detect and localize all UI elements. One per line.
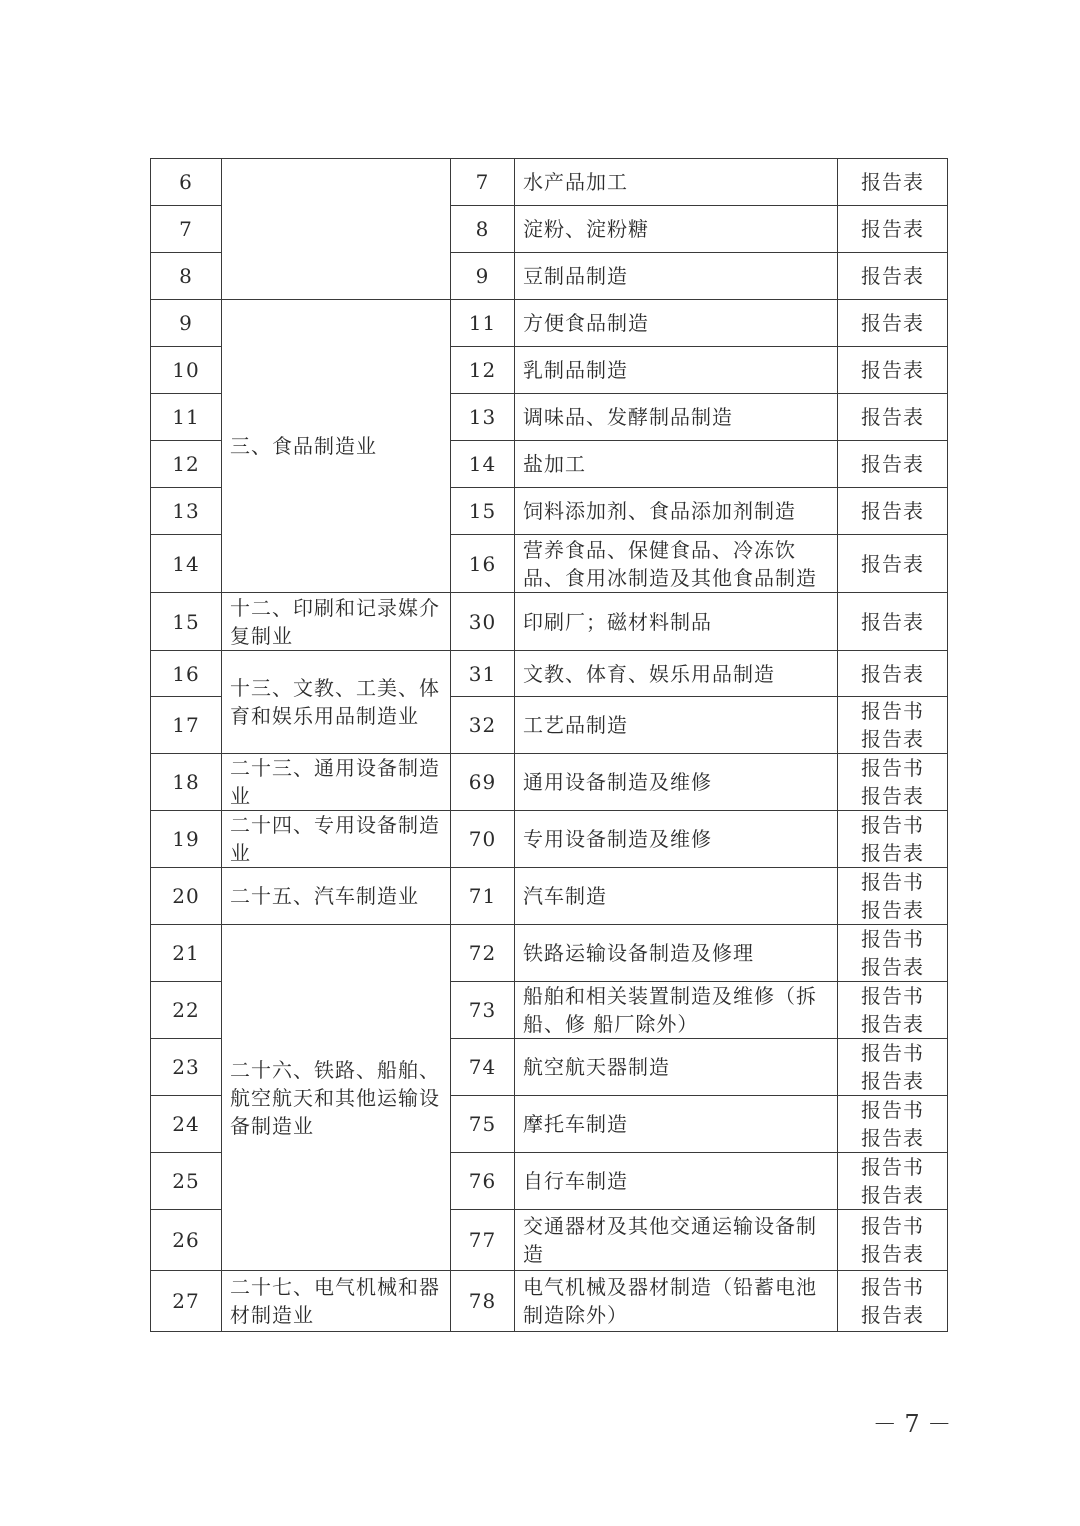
row-seq-cell: 25 — [151, 1153, 222, 1210]
row-seq-cell: 17 — [151, 697, 222, 754]
item-name-cell: 工艺品制造 — [515, 697, 838, 754]
row-seq-cell: 12 — [151, 441, 222, 488]
row-seq-cell: 8 — [151, 253, 222, 300]
row-seq-cell: 21 — [151, 925, 222, 982]
report-form-cell — [838, 697, 948, 754]
item-code-cell: 7 — [451, 159, 515, 206]
report-form-label: 报告书 — [861, 984, 924, 1008]
item-code-cell: 30 — [451, 593, 515, 651]
item-name-cell: 饲料添加剂、食品添加剂制造 — [515, 488, 838, 535]
report-form-label: 报告表 — [861, 661, 924, 686]
report-form-label: 报告书 — [861, 813, 924, 837]
report-form-cell — [838, 1210, 948, 1271]
category-cell: 十三、文教、工美、体育和娱乐用品制造业 — [222, 651, 451, 754]
item-code-cell: 16 — [451, 535, 515, 593]
table-row — [151, 300, 948, 347]
item-code-cell: 72 — [451, 925, 515, 982]
report-form-cell — [838, 488, 948, 535]
report-form-label: 报告表 — [861, 1012, 924, 1036]
category-cell: 十二、印刷和记录媒介复制业 — [222, 593, 451, 651]
table-row — [151, 159, 948, 206]
row-seq-cell: 16 — [151, 651, 222, 697]
report-form-cell — [838, 300, 948, 347]
item-code-cell: 69 — [451, 754, 515, 811]
item-code-cell: 32 — [451, 697, 515, 754]
page-number: － 7 － — [872, 1410, 952, 1438]
item-name-cell: 印刷厂；磁材料制品 — [515, 593, 838, 651]
report-form-cell — [838, 1271, 948, 1332]
report-form-label: 报告表 — [861, 405, 924, 429]
item-name-cell: 铁路运输设备制造及修理 — [515, 925, 838, 982]
report-form-label: 报告表 — [861, 311, 924, 335]
report-form-label: 报告书 — [861, 1275, 924, 1299]
item-name-cell: 营养食品、保健食品、冷冻饮品、食用冰制造及其他食品制造 — [515, 535, 838, 593]
report-form-label: 报告书 — [861, 927, 924, 951]
report-form-label: 报告表 — [861, 955, 924, 979]
industry-classification-table — [150, 158, 948, 1332]
report-form-cell — [838, 441, 948, 488]
report-form-label: 报告书 — [861, 1041, 924, 1065]
report-form-label: 报告表 — [861, 264, 924, 288]
report-form-cell — [838, 651, 948, 697]
report-form-label: 报告表 — [861, 551, 924, 576]
report-form-label: 报告表 — [861, 784, 924, 808]
report-form-cell — [838, 1096, 948, 1153]
item-code-cell: 74 — [451, 1039, 515, 1096]
report-form-label: 报告书 — [861, 1155, 924, 1179]
item-name-cell: 淀粉、淀粉糖 — [515, 206, 838, 253]
report-form-cell — [838, 754, 948, 811]
report-form-label: 报告表 — [861, 1303, 924, 1327]
report-form-cell — [838, 206, 948, 253]
report-form-label: 报告表 — [861, 841, 924, 865]
item-name-cell: 方便食品制造 — [515, 300, 838, 347]
category-cell — [222, 159, 451, 300]
item-name-cell: 盐加工 — [515, 441, 838, 488]
row-seq-cell: 23 — [151, 1039, 222, 1096]
row-seq-cell: 11 — [151, 394, 222, 441]
report-form-label: 报告表 — [861, 452, 924, 476]
category-cell: 二十七、电气机械和器材制造业 — [222, 1271, 451, 1332]
item-name-cell: 调味品、发酵制品制造 — [515, 394, 838, 441]
item-code-cell: 31 — [451, 651, 515, 697]
report-form-label: 报告表 — [861, 727, 924, 751]
report-form-label: 报告表 — [861, 1242, 924, 1266]
report-form-cell — [838, 593, 948, 651]
item-code-cell: 75 — [451, 1096, 515, 1153]
report-form-label: 报告书 — [861, 756, 924, 780]
category-cell: 三、食品制造业 — [222, 300, 451, 593]
item-code-cell: 8 — [451, 206, 515, 253]
row-seq-cell: 13 — [151, 488, 222, 535]
category-cell: 二十四、专用设备制造业 — [222, 811, 451, 868]
row-seq-cell: 14 — [151, 535, 222, 593]
report-form-label: 报告表 — [861, 358, 924, 382]
report-form-cell — [838, 347, 948, 394]
category-cell: 二十三、通用设备制造业 — [222, 754, 451, 811]
item-code-cell: 13 — [451, 394, 515, 441]
item-name-cell: 豆制品制造 — [515, 253, 838, 300]
item-name-cell: 通用设备制造及维修 — [515, 754, 838, 811]
table-row — [151, 754, 948, 811]
item-name-cell: 水产品加工 — [515, 159, 838, 206]
report-form-label: 报告表 — [861, 1183, 924, 1207]
report-form-cell — [838, 253, 948, 300]
item-code-cell: 71 — [451, 868, 515, 925]
item-name-cell: 汽车制造 — [515, 868, 838, 925]
report-form-label: 报告表 — [861, 170, 924, 194]
item-name-cell: 船舶和相关装置制造及维修（拆船、修 船厂除外） — [515, 982, 838, 1039]
row-seq-cell: 18 — [151, 754, 222, 811]
row-seq-cell: 27 — [151, 1271, 222, 1332]
report-form-cell — [838, 1153, 948, 1210]
report-form-label: 报告表 — [861, 898, 924, 922]
report-form-cell — [838, 394, 948, 441]
item-code-cell: 78 — [451, 1271, 515, 1332]
item-name-cell: 航空航天器制造 — [515, 1039, 838, 1096]
category-cell: 二十五、汽车制造业 — [222, 868, 451, 925]
item-code-cell: 12 — [451, 347, 515, 394]
item-code-cell: 11 — [451, 300, 515, 347]
row-seq-cell: 24 — [151, 1096, 222, 1153]
report-form-cell — [838, 925, 948, 982]
report-form-label: 报告表 — [861, 609, 924, 634]
item-code-cell: 14 — [451, 441, 515, 488]
table-row — [151, 811, 948, 868]
report-form-label: 报告表 — [861, 217, 924, 241]
item-name-cell: 电气机械及器材制造（铅蓄电池制造除外） — [515, 1271, 838, 1332]
report-form-label: 报告表 — [861, 499, 924, 523]
report-form-label: 报告书 — [861, 870, 924, 894]
report-form-label: 报告书 — [861, 699, 924, 723]
row-seq-cell: 22 — [151, 982, 222, 1039]
row-seq-cell: 10 — [151, 347, 222, 394]
report-form-label: 报告书 — [861, 1098, 924, 1122]
item-name-cell: 摩托车制造 — [515, 1096, 838, 1153]
report-form-label: 报告书 — [861, 1214, 924, 1238]
table-row — [151, 651, 948, 697]
item-name-cell: 自行车制造 — [515, 1153, 838, 1210]
report-form-label: 报告表 — [861, 1069, 924, 1093]
category-cell: 二十六、铁路、船舶、航空航天和其他运输设 备制造业 — [222, 925, 451, 1271]
table-row — [151, 1271, 948, 1332]
item-code-cell: 70 — [451, 811, 515, 868]
item-name-cell: 乳制品制造 — [515, 347, 838, 394]
row-seq-cell: 9 — [151, 300, 222, 347]
report-form-cell — [838, 535, 948, 593]
report-form-cell — [838, 982, 948, 1039]
report-form-cell — [838, 811, 948, 868]
table-row — [151, 593, 948, 651]
item-code-cell: 15 — [451, 488, 515, 535]
row-seq-cell: 26 — [151, 1210, 222, 1271]
item-name-cell: 专用设备制造及维修 — [515, 811, 838, 868]
report-form-cell — [838, 1039, 948, 1096]
item-code-cell: 76 — [451, 1153, 515, 1210]
item-code-cell: 77 — [451, 1210, 515, 1271]
item-code-cell: 9 — [451, 253, 515, 300]
item-code-cell: 73 — [451, 982, 515, 1039]
item-name-cell: 交通器材及其他交通运输设备制造 — [515, 1210, 838, 1271]
row-seq-cell: 6 — [151, 159, 222, 206]
row-seq-cell: 19 — [151, 811, 222, 868]
row-seq-cell: 20 — [151, 868, 222, 925]
table-row — [151, 925, 948, 982]
row-seq-cell: 7 — [151, 206, 222, 253]
report-form-cell — [838, 868, 948, 925]
table-row — [151, 868, 948, 925]
row-seq-cell: 15 — [151, 593, 222, 651]
report-form-cell — [838, 159, 948, 206]
report-form-label: 报告表 — [861, 1126, 924, 1150]
item-name-cell: 文教、体育、娱乐用品制造 — [515, 651, 838, 697]
